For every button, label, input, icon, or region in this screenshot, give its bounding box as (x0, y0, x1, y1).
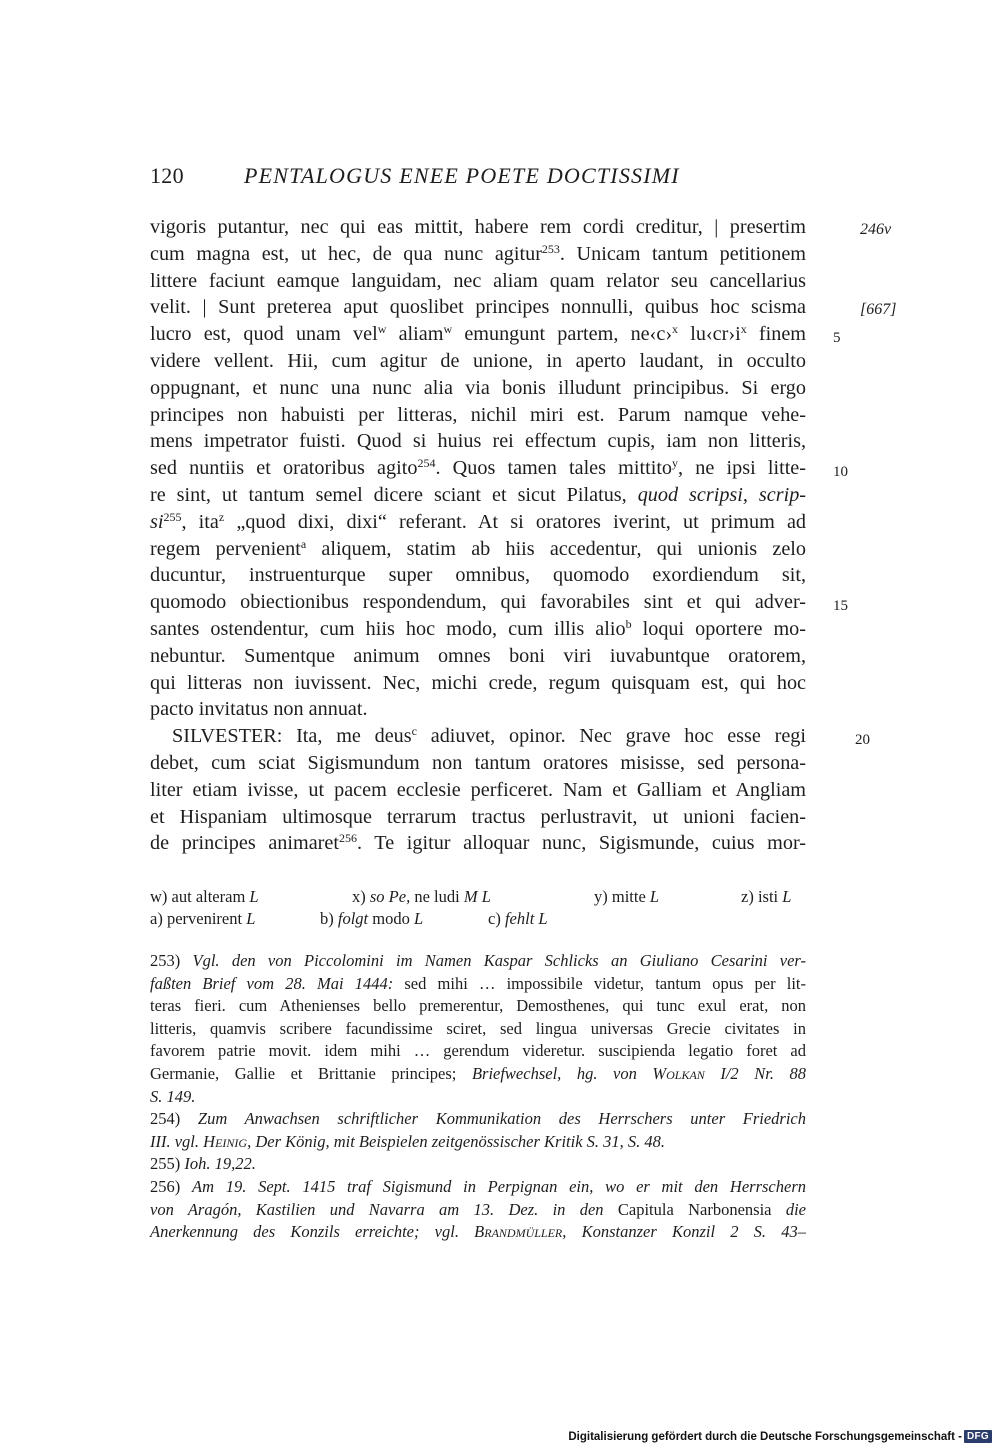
text-span: emungunt partem, ne‹c› (452, 323, 673, 346)
text-line (150, 777, 806, 804)
text-span: principes non habuisti per litteras, nichil miri est. Parum namque vehe- (150, 403, 806, 426)
footnote-text: Zum Anwachsen schriftlicher Kommunikation des Herrschers unter Friedrich (197, 1109, 806, 1129)
author-name: Brandmüller (474, 1222, 563, 1242)
text-span: finem (746, 323, 807, 346)
text-span: sed nuntiis et oratoribus agito (150, 457, 418, 480)
text-span: et Hispaniam ultimosque terrarum tractus perlustravit, ut unioni facien- (150, 805, 806, 828)
apparatus-text: a) pervenirent (150, 909, 247, 928)
text-line (150, 589, 848, 616)
text-line (150, 375, 806, 402)
footnote-text: Anerkennung des Konzils erreichte; vgl. (150, 1222, 475, 1242)
text-span: . Quos tamen tales mittito (435, 457, 673, 480)
apparatus-text: ne ludi (410, 887, 464, 906)
dfg-logo: DFG (964, 1430, 992, 1443)
text-span: videre vellent. Hii, cum agitur de unione, in aperto laudant, in occulto (150, 349, 806, 372)
footnote-text: , Der König, mit Beispielen zeitgenössischer Kritik S. 31, S. 48. (247, 1131, 666, 1151)
apparatus-row (150, 908, 806, 930)
running-title: PENTALOGUS ENEE POETE DOCTISSIMI (244, 163, 680, 188)
apparatus-text: b) (320, 909, 338, 928)
text-span: velit. | Sunt preterea aput quoslibet principes nonnulli, quibus hoc scisma (150, 296, 806, 319)
speaker-line: SILVESTER: Ita, me deus (172, 725, 412, 748)
text-line (150, 750, 806, 777)
footnote-ref: 254 (417, 456, 436, 471)
text-span: ducuntur, instruenturque super omnibus, quomodo exordiendum sit, (150, 564, 806, 587)
footnote-source-title: Capitula Narbonensia (617, 1199, 772, 1219)
text-span: . Unicam tantum petitionem (559, 242, 806, 265)
footnote-number: 256) (150, 1176, 192, 1196)
footnote-line (150, 1221, 806, 1244)
footnote-text: , Konstanzer Konzil 2 S. 43– (562, 1222, 806, 1242)
text-line (150, 241, 806, 268)
text-span: mens impetrator fuisti. Quod si huius rei effectum cupis, iam non litteris, (150, 430, 806, 453)
footnote-line (150, 1018, 806, 1041)
dfg-funding-text: Digitalisierung gefördert durch die Deutsche Forschungsgemeinschaft - (568, 1430, 962, 1443)
footnote-text: faßten Brief vom 28. Mai 1444: (150, 973, 394, 993)
text-span: regem pervenient (150, 537, 301, 560)
text-line (150, 643, 806, 670)
text-span: debet, cum sciat Sigismundum non tantum oratores misisse, sed persona- (150, 751, 806, 774)
apparatus-note: fehlt L (504, 909, 548, 928)
apparatus-note: so Pe, (369, 887, 411, 906)
apparatus-ref: x (672, 322, 679, 337)
apparatus-text: z) isti (741, 887, 783, 906)
dfg-funding-banner (568, 1430, 992, 1443)
footnote-text: Briefwechsel, hg. von (471, 1063, 653, 1083)
apparatus-text: c) (488, 909, 505, 928)
apparatus-ref: w (443, 322, 453, 337)
text-span: „quod dixi, dixi“ referant. At si oratores iverint, ut primum ad (224, 510, 806, 533)
text-line (150, 562, 806, 589)
footnote-line (150, 1063, 806, 1086)
text-line (150, 804, 806, 831)
text-line (150, 294, 897, 321)
apparatus-entry-z (741, 886, 791, 908)
text-line (150, 268, 806, 295)
siglum: L (413, 909, 424, 928)
line-number: 15 (833, 598, 848, 615)
text-line (150, 616, 806, 643)
apparatus-text: w) aut alteram (150, 887, 250, 906)
footnote-line (150, 1131, 806, 1154)
text-span: de principes animaret (150, 832, 339, 855)
quotation: si (150, 510, 164, 533)
text-span: lucro est, quod unam vel (150, 323, 378, 346)
apparatus-ref: w (377, 322, 387, 337)
footnote-text: Am 19. Sept. 1415 traf Sigismund in Perpignan ein, wo er mit den Herrschern (191, 1176, 806, 1196)
footnote-quote: Germanie, Gallie et Brittanie principes; (150, 1063, 472, 1083)
text-span: . Te igitur alloquar nunc, Sigismunde, cuius mor- (356, 832, 806, 855)
apparatus-text: y) mitte (594, 887, 650, 906)
apparatus-ref: a (300, 536, 307, 551)
text-span: nebuntur. Sumentque animum omnes boni viri iuvabuntque oratorem, (150, 644, 806, 667)
text-span: oppugnant, et nunc una nunc alia via bonis illudunt principibus. Si ergo (150, 376, 806, 399)
text-line (150, 455, 848, 482)
apparatus-ref: x (740, 322, 747, 337)
footnote-text: Ioh. 19,22. (184, 1154, 256, 1174)
text-line (150, 348, 806, 375)
apparatus-entry-w (150, 886, 259, 908)
text-span: liter etiam ivisse, ut pacem ecclesie perficeret. Nam et Galliam et Angliam (150, 778, 806, 801)
footnote-text: S. 149. (150, 1086, 196, 1106)
critical-apparatus (150, 886, 806, 930)
text-line (150, 723, 870, 750)
footnote-number: 253) (150, 951, 193, 970)
footnote-quote: litteris, quamvis scribere facundissime sciret, sed lingua universas Grecie civitates in (150, 1018, 806, 1038)
text-span: santes ostendentur, cum hiis hoc modo, cum illis alio (150, 617, 626, 640)
footnote-ref: 255 (163, 509, 182, 524)
edition-page-note: [667] (860, 301, 897, 319)
text-span: aliam (386, 323, 444, 346)
footnote-ref: 253 (541, 241, 560, 256)
main-text (150, 214, 897, 857)
apparatus-entry-y (594, 886, 659, 908)
page-number: 120 (150, 163, 184, 188)
apparatus-text: x) (352, 887, 370, 906)
apparatus-entry-a (150, 908, 255, 930)
text-line (150, 321, 841, 348)
siglum: L (782, 887, 792, 906)
apparatus-ref: c (411, 724, 417, 739)
footnote-line (150, 950, 806, 973)
text-span: littere faciunt eamque languidam, nec aliam quam relator seu cancellarius (150, 269, 806, 292)
author-name: Wolkan (652, 1063, 705, 1083)
footnote-text: Vgl. den von Piccolomini im Namen Kaspar Schlicks an Giuliano Cesarini ver- (192, 951, 806, 970)
footnote-line (150, 1108, 806, 1131)
text-span: vigoris putantur, nec qui eas mittit, habere rem cordi creditur, | presertim (150, 216, 806, 238)
text-line (150, 509, 806, 536)
siglum: L (249, 887, 259, 906)
text-span: adiuvet, opinor. Nec grave hoc esse regi (416, 725, 806, 748)
text-line (150, 696, 806, 723)
folio-note: 246v (860, 221, 892, 238)
apparatus-ref: y (672, 456, 679, 471)
text-span: , ne ipsi litte- (678, 457, 806, 480)
footnote-text: von Aragón, Kastilien und Navarra am 13. Dez. in den (150, 1199, 618, 1219)
siglum: M L (463, 887, 491, 906)
footnote-number: 255) (150, 1154, 185, 1174)
footnote-line (150, 1199, 806, 1222)
text-span: qui litteras non iuvissent. Nec, michi crede, regum quisquam est, qui hoc (150, 671, 806, 694)
footnote-line (150, 995, 806, 1018)
apparatus-ref: z (218, 509, 225, 524)
text-line (150, 214, 892, 241)
text-span: quomodo obiectionibus respondendum, qui favorabiles sint et qui adver- (150, 591, 806, 614)
siglum: L (649, 887, 660, 906)
text-span: loqui oportere mo- (631, 617, 806, 640)
text-span: re sint, ut tantum semel dicere sciant et sicut Pilatus, (150, 483, 638, 506)
apparatus-ref: b (625, 616, 632, 631)
footnotes (150, 950, 806, 1244)
footnote-number: 254) (150, 1109, 198, 1129)
footnote-line (150, 1086, 806, 1109)
apparatus-entry-c (488, 908, 548, 930)
text-line (150, 428, 806, 455)
footnote-quote: teras fieri. cum Athenienses bello premerentur, Demosthenes, qui tunc exul erat, non (150, 996, 806, 1016)
apparatus-entry-b (320, 908, 423, 930)
footnote-line (150, 973, 806, 996)
text-line (150, 402, 806, 429)
apparatus-entry-x (352, 886, 491, 908)
text-span: pacto invitatus non annuat. (150, 698, 368, 721)
apparatus-row (150, 886, 806, 908)
footnote-text: I/2 Nr. 88 (704, 1063, 807, 1083)
footnote-text: III. vgl. (150, 1131, 204, 1151)
text-line (150, 670, 806, 697)
siglum: L (246, 909, 256, 928)
footnote-line (150, 1176, 806, 1199)
text-line (150, 482, 806, 509)
text-line (150, 536, 806, 563)
line-number: 20 (855, 732, 870, 749)
quotation: quod scripsi, scrip- (637, 483, 807, 506)
text-line (150, 830, 806, 857)
footnote-text: die (771, 1199, 806, 1219)
text-span: aliquem, statim ab hiis accedentur, qui unionis zelo (306, 537, 806, 560)
text-span: cum magna est, ut hec, de qua nunc agitur (150, 242, 542, 265)
line-number: 5 (833, 330, 841, 347)
apparatus-text: modo (368, 909, 414, 928)
footnote-quote: sed mihi … impossibile videtur, tantum opus per lit- (393, 973, 806, 993)
text-span: lu‹cr›i (678, 323, 741, 346)
line-number: 10 (833, 464, 848, 481)
footnote-line (150, 1040, 806, 1063)
author-name: Heinig (203, 1131, 248, 1151)
footnote-line (150, 1153, 806, 1176)
text-span: , ita (181, 510, 219, 533)
apparatus-note: folgt (337, 909, 369, 928)
footnote-ref: 256 (338, 831, 357, 846)
footnote-quote: favorem patrie movit. idem mihi … gerendum videretur. suscipienda legatio foret ad (150, 1041, 806, 1061)
